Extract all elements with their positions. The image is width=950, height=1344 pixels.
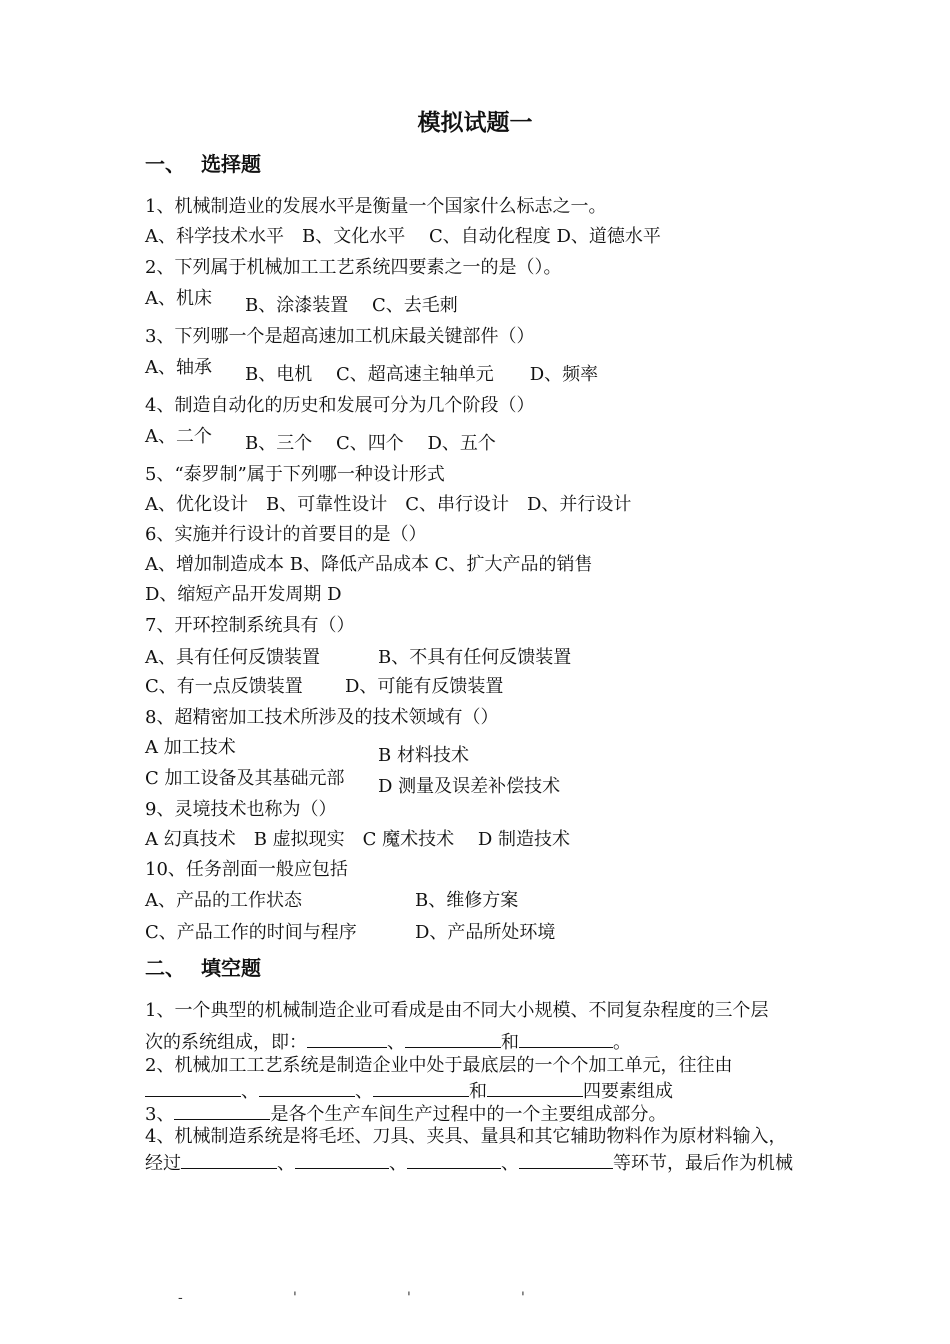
fill-3-prefix: 3、 bbox=[145, 1104, 175, 1125]
fill-4-blank-3[interactable] bbox=[407, 1150, 501, 1169]
fill-1-line-1: 1、一个典型的机械制造企业可看成是由不同大小规模、不同复杂程度的三个层 bbox=[145, 1000, 769, 1021]
fill-4-suffix: 等环节，最后作为机械 bbox=[613, 1153, 793, 1174]
fill-2-and: 和 bbox=[469, 1081, 487, 1102]
fill-2-line-2 bbox=[145, 1078, 673, 1103]
fill-4-separator-3: 、 bbox=[501, 1153, 519, 1174]
fill-4-line-2 bbox=[145, 1150, 793, 1175]
question-10: 10、任务剖面一般应包括 bbox=[145, 859, 348, 880]
question-9-options: A 幻真技术 B 虚拟现实 C 魔术技术 D 制造技术 bbox=[145, 829, 571, 850]
question-10-option-a: A、产品的工作状态 bbox=[145, 890, 302, 911]
section-2-number: 二、 bbox=[145, 956, 185, 980]
question-8-option-d: D 测量及误差补偿技术 bbox=[378, 776, 561, 797]
question-8-option-a: A 加工技术 bbox=[145, 737, 236, 758]
question-4-options-bcd: B、三个 C、四个 D、五个 bbox=[245, 433, 496, 454]
question-7: 7、开环控制系统具有（） bbox=[145, 615, 355, 636]
question-6-options-abc: A、增加制造成本 B、降低产品成本 C、扩大产品的销售 bbox=[145, 554, 593, 575]
bottom-mark: ' bbox=[521, 1290, 525, 1306]
fill-2-line-1: 2、机械加工工艺系统是制造企业中处于最底层的一个个加工单元，往往由 bbox=[145, 1055, 733, 1076]
fill-1-line-2 bbox=[145, 1029, 631, 1054]
question-5: 5、“泰罗制”属于下列哪一种设计形式 bbox=[145, 464, 445, 485]
question-9: 9、灵境技术也称为（） bbox=[145, 799, 337, 820]
bottom-mark: ' bbox=[293, 1290, 297, 1306]
bottom-mark: ' bbox=[407, 1290, 411, 1306]
fill-4-separator-1: 、 bbox=[277, 1153, 295, 1174]
question-7-option-b: B、不具有任何反馈装置 bbox=[378, 647, 572, 668]
fill-2-blank-4[interactable] bbox=[487, 1078, 583, 1097]
fill-4-blank-2[interactable] bbox=[295, 1150, 389, 1169]
fill-1-separator: 、 bbox=[387, 1032, 405, 1053]
question-7-option-c: C、有一点反馈装置 bbox=[145, 676, 303, 697]
fill-2-end: 四要素组成 bbox=[583, 1081, 673, 1102]
question-2: 2、下列属于机械加工工艺系统四要素之一的是（）。 bbox=[145, 257, 562, 278]
fill-2-separator-2: 、 bbox=[355, 1081, 373, 1102]
fill-1-blank-3[interactable] bbox=[519, 1029, 613, 1048]
fill-1-blank-1[interactable] bbox=[307, 1029, 387, 1048]
section-1-heading: 选择题 bbox=[201, 152, 261, 176]
question-3: 3、下列哪一个是超高速加工机床最关键部件（） bbox=[145, 326, 535, 347]
question-6-option-d: D、缩短产品开发周期 D bbox=[145, 584, 342, 605]
fill-4-line-1: 4、机械制造系统是将毛坯、刀具、夹具、量具和其它辅助物料作为原材料输入， bbox=[145, 1126, 787, 1147]
fill-2-blank-1[interactable] bbox=[145, 1078, 241, 1097]
question-2-option-a: A、机床 bbox=[145, 288, 212, 309]
question-4-option-a: A、二个 bbox=[145, 426, 212, 447]
fill-4-blank-4[interactable] bbox=[519, 1150, 613, 1169]
question-1: 1、机械制造业的发展水平是衡量一个国家什么标志之一。 bbox=[145, 196, 607, 217]
section-1-number: 一、 bbox=[145, 152, 185, 176]
question-7-option-d: D、可能有反馈装置 bbox=[345, 676, 504, 697]
fill-4-blank-1[interactable] bbox=[181, 1150, 277, 1169]
question-5-options: A、优化设计 B、可靠性设计 C、串行设计 D、并行设计 bbox=[145, 494, 632, 515]
section-2-heading: 填空题 bbox=[201, 956, 261, 980]
question-10-option-d: D、产品所处环境 bbox=[415, 922, 556, 943]
question-8: 8、超精密加工技术所涉及的技术领域有（） bbox=[145, 707, 499, 728]
fill-4-separator-2: 、 bbox=[389, 1153, 407, 1174]
fill-3 bbox=[145, 1101, 666, 1126]
question-10-option-b: B、维修方案 bbox=[415, 890, 519, 911]
bottom-mark: - bbox=[178, 1290, 183, 1306]
question-3-option-a: A、轴承 bbox=[145, 357, 212, 378]
question-2-options-bc: B、涂漆装置 C、去毛刺 bbox=[245, 295, 458, 316]
fill-3-blank[interactable] bbox=[174, 1101, 270, 1120]
question-6: 6、实施并行设计的首要目的是（） bbox=[145, 524, 427, 545]
question-1-options: A、科学技术水平 B、文化水平 C、自动化程度 D、道德水平 bbox=[145, 226, 661, 247]
question-4: 4、制造自动化的历史和发展可分为几个阶段（） bbox=[145, 395, 535, 416]
question-3-options-bcd: B、电机 C、超高速主轴单元 D、频率 bbox=[245, 364, 599, 385]
fill-3-text: 是各个生产车间生产过程中的一个主要组成部分。 bbox=[270, 1104, 667, 1125]
fill-4-prefix: 经过 bbox=[145, 1153, 181, 1174]
fill-2-separator-1: 、 bbox=[241, 1081, 259, 1102]
fill-1-prefix: 次的系统组成，即： bbox=[145, 1032, 307, 1053]
question-8-option-c: C 加工设备及其基础元部 bbox=[145, 768, 345, 789]
question-10-option-c: C、产品工作的时间与程序 bbox=[145, 922, 357, 943]
page-title: 模拟试题一 bbox=[417, 110, 533, 136]
fill-2-blank-2[interactable] bbox=[259, 1078, 355, 1097]
question-8-option-b: B 材料技术 bbox=[378, 745, 469, 766]
fill-1-end: 。 bbox=[613, 1032, 631, 1053]
fill-1-blank-2[interactable] bbox=[405, 1029, 501, 1048]
fill-2-blank-3[interactable] bbox=[373, 1078, 469, 1097]
fill-1-and: 和 bbox=[501, 1032, 519, 1053]
question-7-option-a: A、具有任何反馈装置 bbox=[145, 647, 320, 668]
